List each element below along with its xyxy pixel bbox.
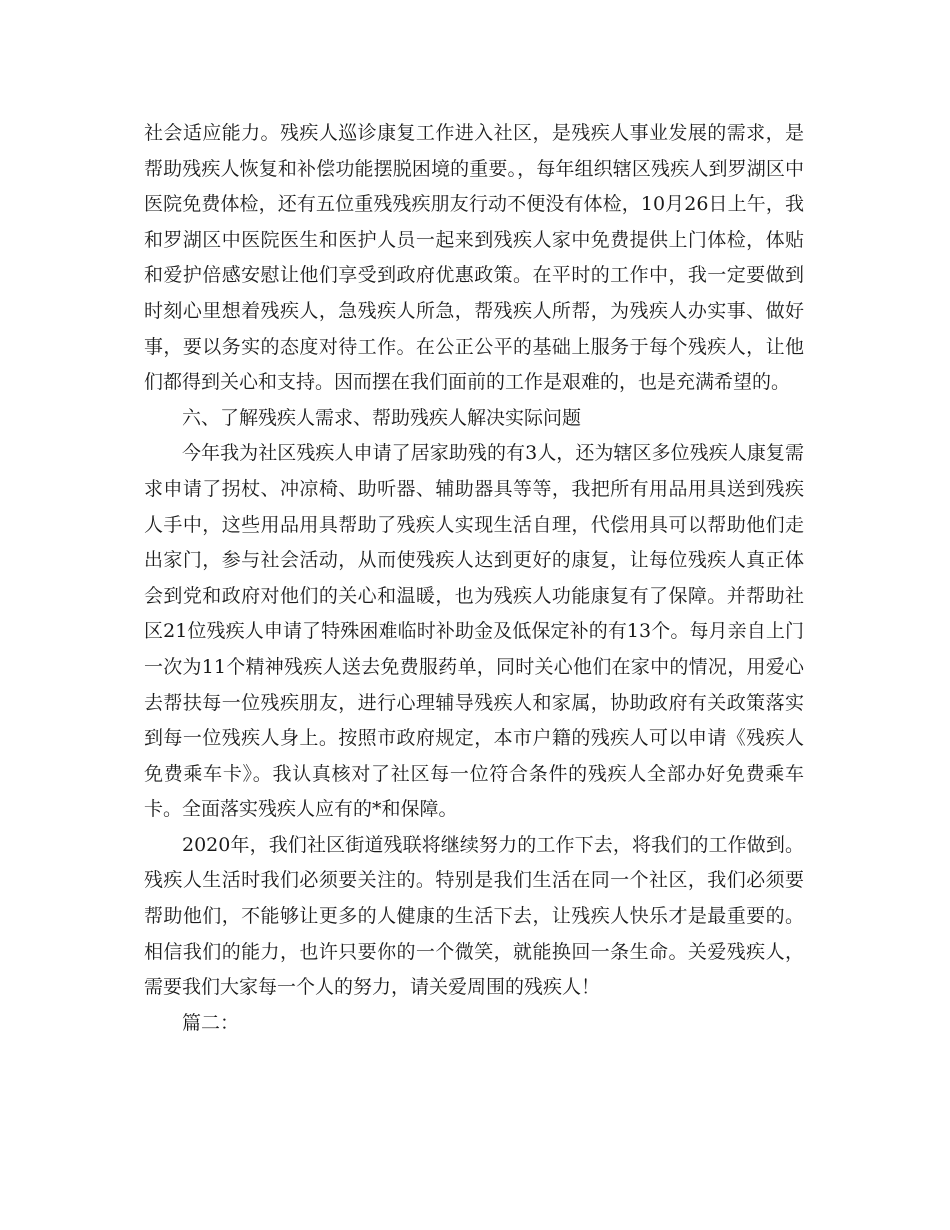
paragraph-2020-plan: 2020年，我们社区街道残联将继续努力的工作下去，将我们的工作做到。残疾人生活时我们必须要关注的。特别是我们生活在同一个社区，我们必须要帮助他们，不能够让更多的人健康的生活下去，让残疾人快乐才是最重要的。相信我们的能力，也许只要你的一个微笑，就能换回一条生命。关爱残疾人，需要我们大家每一个人的努力，请关爱周围的残疾人！	[144, 833, 804, 999]
paragraph-community-adaptation: 社会适应能力。残疾人巡诊康复工作进入社区，是残疾人事业发展的需求，是帮助残疾人恢复和补偿功能摆脱困境的重要。，每年组织辖区残疾人到罗湖区中医院免费体检，还有五位重残残疾朋友行动不便没有体检，10月26日上午，我和罗湖区中医院医生和医护人员一起来到残疾人家中免费提供上门体检，体贴和爱护倍感安慰让他们享受到政府优惠政策。在平时的工作中，我一定要做到时刻心里想着残疾人，急残疾人所急，帮残疾人所帮，为残疾人办实事、做好事，要以务实的态度对待工作。在公正公平的基础上服务于每个残疾人，让他们都得到关心和支持。因而摆在我们面前的工作是艰难的，也是充满希望的。	[144, 122, 804, 394]
paragraph-home-assistance: 今年我为社区残疾人申请了居家助残的有3人，还为辖区多位残疾人康复需求申请了拐杖、冲凉椅、助听器、辅助器具等等，我把所有用品用具送到残疾人手中，这些用品用具帮助了残疾人实现生活自理，代偿用具可以帮助他们走出家门，参与社会活动，从而使残疾人达到更好的康复，让每位残疾人真正体会到党和政府对他们的关心和温暖，也为残疾人功能康复有了保障。并帮助社区21位残疾人申请了特殊困难临时补助金及低保定补的有13个。每月亲自上门一次为11个精神残疾人送去免费服药单，同时关心他们在家中的情况，用爱心去帮扶每一位残疾朋友，进行心理辅导残疾人和家属，协助政府有关政策落实到每一位残疾人身上。按照市政府规定，本市户籍的残疾人可以申请《残疾人免费乘车卡》。我认真核对了社区每一位符合条件的残疾人全部办好免费乘车卡。全面落实残疾人应有的*和保障。	[144, 442, 804, 821]
paragraph-part-two-label: 篇二：	[182, 1011, 240, 1034]
document-body	[144, 116, 804, 1041]
section-heading-six: 六、了解残疾人需求、帮助残疾人解决实际问题	[182, 406, 582, 429]
